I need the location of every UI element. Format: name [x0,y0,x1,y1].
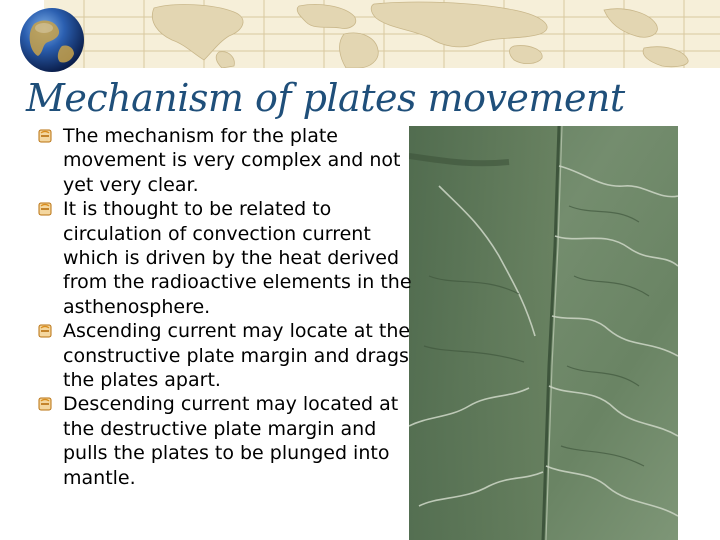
bullet-text: Ascending current may locate at the constructive plate margin and drags the plates apart. [63,320,411,392]
bullet-text: Descending current may located at the destructive plate margin and pulls the plates to be plunged into mantle. [63,393,399,489]
orange-bullet-icon [38,202,52,216]
world-map-banner [44,0,720,68]
slide-title: Mechanism of plates movement [26,76,625,120]
list-item [38,319,418,392]
orange-bullet-icon [38,397,52,411]
bullet-text: It is thought to be related to circulation of convection current which is driven by the heat derived from the radioactive elements in the asthenosphere. [63,198,412,318]
orange-bullet-icon [38,324,52,338]
orange-bullet-icon [38,129,52,143]
globe-icon [4,6,100,74]
aerial-fault-landscape-photo [409,126,678,540]
list-item [38,124,418,197]
list-item [38,392,418,490]
bullet-text: The mechanism for the plate movement is very complex and not yet very clear. [63,125,401,196]
bullet-list [38,124,418,490]
list-item [38,197,418,319]
